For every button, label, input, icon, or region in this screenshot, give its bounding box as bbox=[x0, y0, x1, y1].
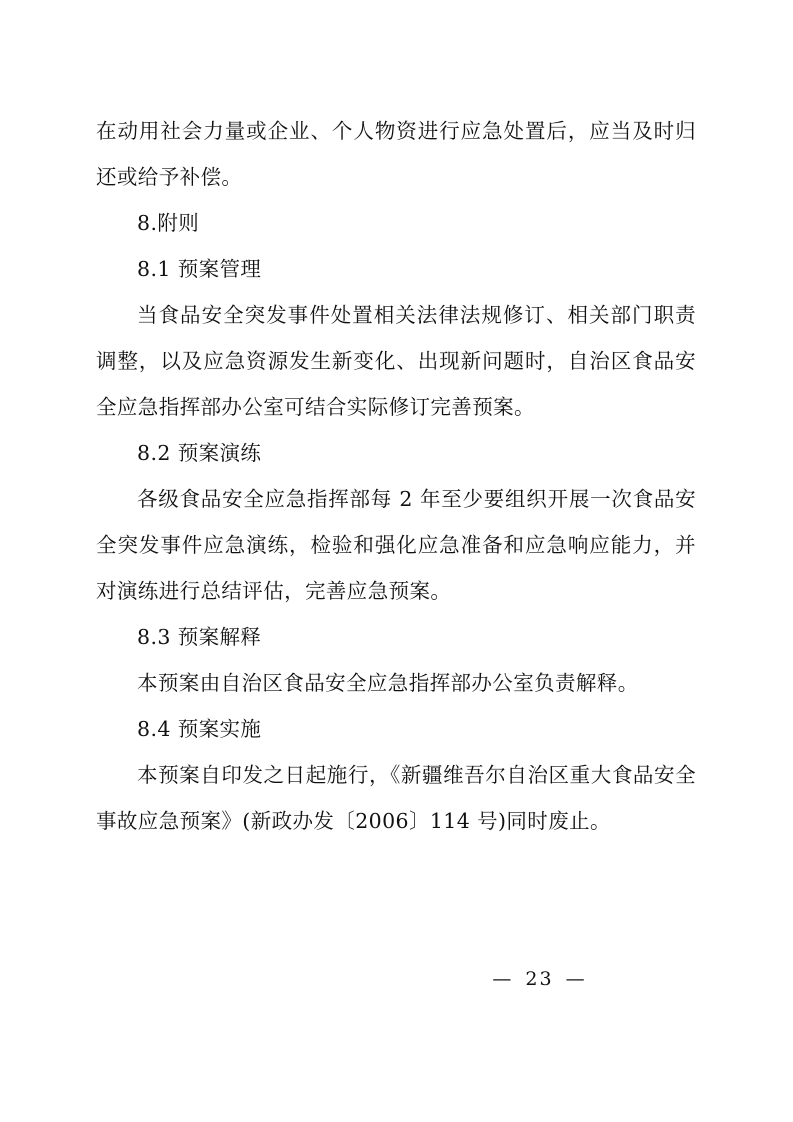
page-number-group bbox=[480, 968, 598, 990]
heading-8-1: 8.1 预案管理 bbox=[137, 257, 262, 281]
footer-dash-left: — bbox=[492, 968, 514, 990]
heading-8-2: 8.2 预案演练 bbox=[137, 441, 262, 465]
page-number-value: 23 bbox=[525, 968, 554, 990]
paragraph-8-1: 当食品安全突发事件处置相关法律法规修订、相关部门职责调整，以及应急资源发生新变化、出现新问题时，自治区食品安全应急指挥部办公室可结合实际修订完善预案。 bbox=[96, 303, 696, 419]
heading-8-4: 8.4 预案实施 bbox=[137, 717, 262, 741]
paragraph-continued: 在动用社会力量或企业、个人物资进行应急处置后，应当及时归还或给予补偿。 bbox=[96, 119, 696, 189]
heading-8-3: 8.3 预案解释 bbox=[137, 625, 262, 649]
page-footer bbox=[0, 968, 793, 990]
paragraph-8-3: 本预案由自治区食品安全应急指挥部办公室负责解释。 bbox=[137, 671, 639, 695]
heading-8: 8.附则 bbox=[137, 211, 200, 235]
footer-dash-right: — bbox=[565, 968, 587, 990]
paragraph-8-2: 各级食品安全应急指挥部每 2 年至少要组织开展一次食品安全突发事件应急演练，检验和强化应急准备和应急响应能力，并对演练进行总结评估，完善应急预案。 bbox=[96, 487, 696, 603]
document-body bbox=[96, 108, 696, 844]
paragraph-8-4: 本预案自印发之日起施行，《新疆维吾尔自治区重大食品安全事故应急预案》(新政办发〔2006〕114 号)同时废止。 bbox=[96, 763, 696, 833]
